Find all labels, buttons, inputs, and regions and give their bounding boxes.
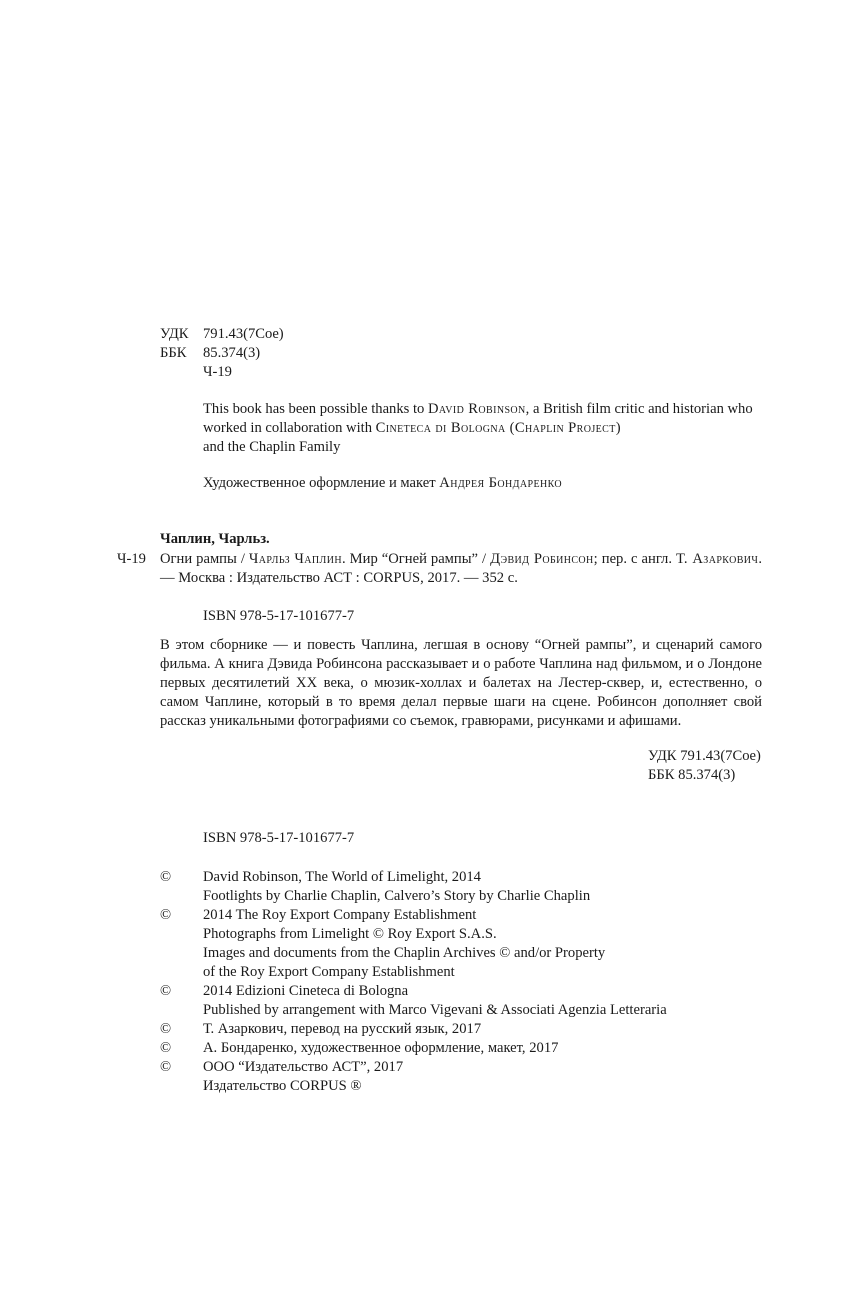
copyright-line: Images and documents from the Chaplin Archives © and/or Property — [203, 945, 606, 961]
record-imprint: . — Москва : Издательство АСТ : CORPUS, 2017. — 352 с. — [160, 551, 762, 586]
record-title: Огни рампы / — [160, 551, 245, 567]
record-sign: Ч-19 — [117, 551, 146, 567]
copyright-symbol: © — [160, 907, 172, 923]
copyright-line: David Robinson, The World of Limelight, 2014 — [203, 869, 481, 885]
udk-value: 791.43(7Coe) — [203, 326, 284, 342]
acknowledgement — [203, 400, 773, 457]
isbn-2: ISBN 978-5-17-101677-7 — [203, 830, 355, 846]
copyright-line: Footlights by Charlie Chaplin, Calvero’s Story by Charlie Chaplin — [203, 888, 591, 904]
bbk-row — [160, 344, 260, 363]
record-body — [160, 550, 762, 588]
record-coauthor: Дэвид Робинсон — [490, 551, 594, 567]
annotation: В этом сборнике — и повесть Чаплина, легшая в основу “Огней рампы”, и сценарий самого фильма. А книга Дэвида Робинсона рассказывает и о работе Чаплина над фильмом, и о Лондоне первых десятилетий XX века, о мюзик-холлах и балетах на Лестер-сквер, и, естественно, о самом Чаплине, который в то время делал первые шаги на сцене. Робинсон дополняет свой рассказ уникальными фотографиями со съемок, гравюрами, рисунками и афишами. — [160, 637, 762, 729]
copyright-line: А. Бондаренко, художественное оформление, макет, 2017 — [203, 1040, 559, 1056]
ack-ending: and the Chaplin Family — [203, 439, 341, 455]
copyright-line: Published by arrangement with Marco Vigevani & Associati Agenzia Letteraria — [203, 1002, 667, 1018]
copyright-symbol: © — [160, 1021, 172, 1037]
right-bbk: ББК 85.374(3) — [648, 767, 736, 783]
isbn-1: ISBN 978-5-17-101677-7 — [203, 608, 355, 624]
copyright-symbol: © — [160, 1040, 172, 1056]
right-udk: УДК 791.43(7Coe) — [648, 748, 761, 764]
ack-person: David Robinson — [427, 401, 526, 417]
copyright-line: 2014 Edizioni Cineteca di Bologna — [203, 983, 409, 999]
bbk-value: 85.374(3) — [203, 345, 261, 361]
record-heading: Чаплин, Чарльз. — [160, 531, 270, 547]
ack-intro: This book has been possible thanks to — [203, 401, 425, 417]
author-sign: Ч-19 — [203, 364, 232, 380]
copyright-line: of the Roy Export Company Establishment — [203, 964, 455, 980]
copyright-line: Издательство CORPUS ® — [203, 1078, 362, 1094]
copyright-line: ООО “Издательство АСТ”, 2017 — [203, 1059, 404, 1075]
record-translator: Т. Азаркович — [676, 551, 759, 567]
copyright-symbol: © — [160, 1059, 172, 1075]
copyright-line: Photographs from Limelight © Roy Export S.A.S. — [203, 926, 497, 942]
ack-after-person: , a British film critic and historian who worked in collaboration with — [203, 401, 753, 436]
copyright-line: 2014 The Roy Export Company Establishment — [203, 907, 477, 923]
record-part2: . Мир “Огней рампы” / — [341, 551, 487, 567]
record-author: Чарльз Чаплин — [248, 551, 342, 567]
udk-label: УДК — [160, 326, 189, 342]
ack-institution: Cineteca di Bologna (Chaplin Project) — [375, 420, 621, 436]
copyright-symbol: © — [160, 869, 172, 885]
design-credit-text: Художественное оформление и макет — [203, 475, 436, 491]
bbk-label: ББК — [160, 345, 187, 361]
design-credit-name: Андрея Бондаренко — [439, 475, 563, 491]
copyright-symbol: © — [160, 983, 172, 999]
record-part3: ; пер. с англ. — [593, 551, 672, 567]
udk-row — [160, 325, 284, 344]
copyright-line: Т. Азаркович, перевод на русский язык, 2017 — [203, 1021, 482, 1037]
design-credit — [203, 474, 773, 493]
